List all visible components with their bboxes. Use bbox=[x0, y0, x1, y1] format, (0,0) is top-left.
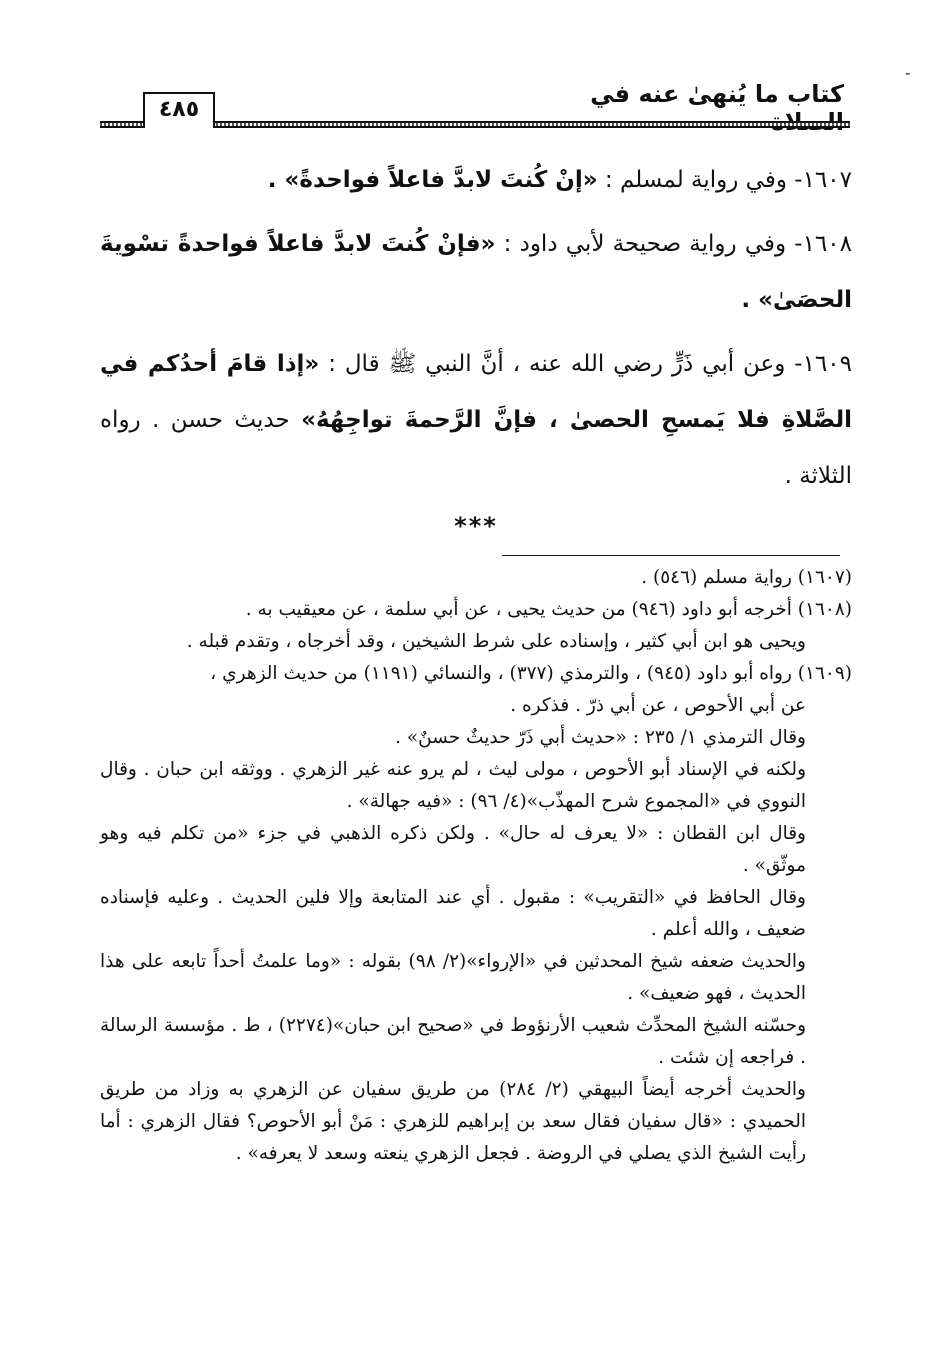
footnotes bbox=[100, 562, 852, 1170]
hadith-1607-intro: ١٦٠٧- وفي رواية لمسلم : bbox=[597, 167, 852, 193]
main-text bbox=[100, 152, 852, 540]
section-separator: *** bbox=[454, 512, 498, 540]
footnote-rule bbox=[502, 555, 840, 556]
footnote-1609-line: وقال الترمذي ١/ ٢٣٥ : «حديث أبي ذَرّ حديثٌ حسنٌ» . bbox=[395, 727, 806, 748]
footnote-1609-line: ولكنه في الإسناد أبو الأحوص ، مولى ليث ، لم يرو عنه غير الزهري . ووثقه ابن حبان . وقال النووي في «المجموع شرح المهذّب»(٤/ ٩٦) : «فيه جهالة» . bbox=[100, 759, 806, 812]
footnote-1607: (١٦٠٧) رواية مسلم (٥٤٦) . bbox=[641, 567, 852, 588]
footnote-1609-line: وحسّنه الشيخ المحدِّث شعيب الأرنؤوط في «صحيح ابن حبان»(٢٢٧٤) ، ط . مؤسسة الرسالة . فراجعه إن شئت . bbox=[100, 1015, 806, 1068]
footnote-1609-line: وقال الحافظ في «التقريب» : مقبول . أي عند المتابعة وإلا فلين الحديث . وعليه فإسناده ضعيف ، والله أعلم . bbox=[100, 887, 806, 940]
page-number: ٤٨٥ bbox=[143, 92, 215, 126]
footnote-1609: (١٦٠٩) رواه أبو داود (٩٤٥) ، والترمذي (٣٧٧) ، والنسائي (١١٩١) من حديث الزهري ، bbox=[210, 663, 852, 684]
hadith-1609-intro: ١٦٠٩- وعن أبي ذَرٍّ رضي الله عنه ، أنَّ النبي ﷺ قال : bbox=[319, 351, 852, 377]
chapter-title: كتاب ما يُنهىٰ عنه في bbox=[590, 80, 844, 108]
footnote-1609-line: عن أبي الأحوص ، عن أبي ذرّ . فذكره . bbox=[510, 695, 806, 716]
hadith-1609-quote: «إذا قامَ أحدُكم في الصَّلاةِ فلا يَمسحِ الحصىٰ ، فإنَّ الرَّحمةَ تواجِهُهُ» bbox=[100, 351, 852, 433]
hadith-1608 bbox=[100, 216, 852, 328]
hadith-1609-tail: حديث حسن . رواه الثلاثة . bbox=[100, 407, 852, 489]
footnote-1608-continuation: ويحيى هو ابن أبي كثير ، وإسناده على شرط الشيخين ، وقد أخرجاه ، وتقدم قبله . bbox=[186, 631, 806, 652]
hadith-1608-quote: «فإنْ كُنتَ لابدَّ فاعلاً فواحدةً تسْويةَ الحصَىٰ» . bbox=[100, 231, 852, 313]
hadith-1607-quote: «إنْ كُنتَ لابدَّ فاعلاً فواحدةً» . bbox=[267, 167, 598, 193]
footnote-1609-line: والحديث أخرجه أيضاً البيهقي (٢/ ٢٨٤) من طريق سفيان عن الزهري به وزاد من طريق الحميدي : «قال سفيان فقال سعد بن إبراهيم للزهري : مَنْ أبو الأحوص؟ فقال الزهري : أما رأيت الشيخ الذي يصلي في الروضة . فجعل الزهري ينعته وسعد لا يعرفه» . bbox=[100, 1079, 806, 1164]
footnote-1609-line: والحديث ضعفه شيخ المحدثين في «الإرواء»(٢/ ٩٨) بقوله : «وما علمتُ أحداً تابعه على هذا الحديث ، فهو ضعيف» . bbox=[100, 951, 806, 1004]
hadith-1608-intro: ١٦٠٨- وفي رواية صحيحة لأبي داود : bbox=[495, 231, 852, 257]
corner-mark: - bbox=[905, 63, 911, 82]
hadith-1607 bbox=[100, 152, 852, 208]
footnote-1608: (١٦٠٨) أخرجه أبو داود (٩٤٦) من حديث يحيى ، عن أبي سلمة ، عن معيقيب به . bbox=[245, 599, 852, 620]
footnote-1609-line: وقال ابن القطان : «لا يعرف له حال» . ولكن ذكره الذهبي في جزء «من تكلم فيه وهو موثّق» . bbox=[100, 823, 806, 876]
hadith-1609 bbox=[100, 336, 852, 504]
